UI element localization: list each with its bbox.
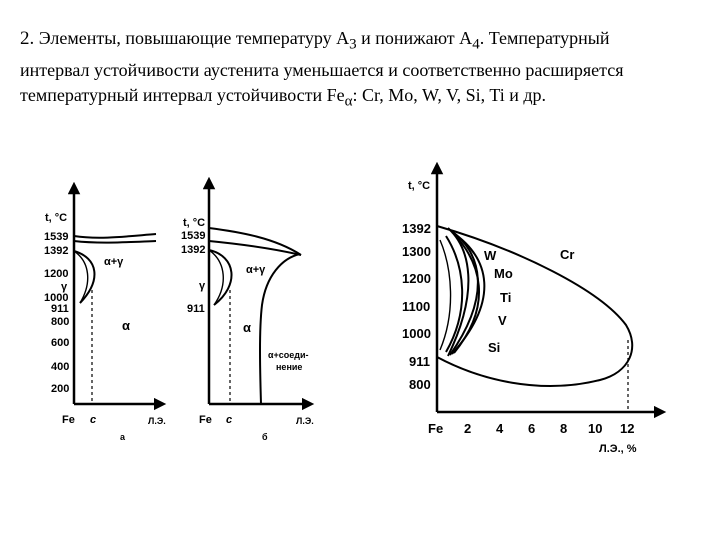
diagram-b-region-alpha-gamma: α+γ (246, 264, 266, 276)
heading-line-2: интервал устойчивости аустенита уменьшается и соответственно расширяется (20, 59, 624, 80)
diagram-a-tick: 600 (51, 337, 70, 349)
diagram-a-liquidus-top (74, 234, 156, 238)
diagram-a-x-origin: Fe (62, 414, 75, 426)
diagram-c-tick: 1100 (402, 299, 431, 314)
diagram-a (44, 188, 166, 442)
diagram-a-tick: 400 (51, 361, 70, 373)
diagram-c-xtick: 4 (496, 421, 504, 436)
diagram-a-tick: 1539 (44, 231, 69, 243)
diagram-b-gamma-loop-outer (209, 250, 232, 305)
diagram-c-tick: 1200 (402, 271, 431, 286)
diagram-c-x-ticks (464, 421, 634, 436)
diagram-b-region-alpha: α (243, 320, 251, 335)
diagram-c-curve-inner (440, 240, 451, 350)
diagram-a-tick: 800 (51, 316, 70, 328)
diagram-a-tick: 1392 (44, 245, 69, 257)
diagram-c-label-ti: Ti (500, 290, 512, 305)
diagram-a-region-alpha-gamma: α+γ (104, 256, 124, 268)
diagram-c-xtick: 8 (560, 421, 568, 436)
diagram-a-tick: 911 (51, 303, 69, 315)
heading-line-1: 2. Элементы, повышающие температуру $А_3$ и понижают $А_4$. Температурный (20, 28, 610, 53)
diagram-b-y-label: t, °C (183, 217, 206, 229)
diagram-c (402, 168, 660, 455)
diagram-c-xtick: 10 (588, 421, 603, 436)
diagram-b (181, 183, 314, 442)
diagram-b-y-ticks (181, 230, 205, 315)
diagram-c-label-cr: Cr (560, 247, 575, 262)
diagram-c-tick: 1300 (402, 244, 431, 259)
diagram-b-region-compound-1: α+соеди- (268, 350, 309, 360)
diagram-c-xtick: 2 (464, 421, 472, 436)
diagram-c-tick: 1000 (402, 326, 431, 341)
diagram-b-caption: б (262, 432, 268, 442)
diagram-b-tick: 1392 (181, 244, 206, 256)
diagram-b-x-mark: c (226, 414, 233, 426)
diagram-a-y-ticks (44, 231, 69, 395)
diagram-a-liquidus-bottom (74, 241, 156, 243)
diagram-b-gamma: γ (199, 280, 206, 292)
diagram-b-tick: 1539 (181, 230, 206, 242)
diagram-a-region-alpha: α (122, 318, 130, 333)
diagram-b-x-label: Л.Э. (296, 416, 314, 426)
diagram-a-y-label: t, °C (45, 212, 68, 224)
diagram-b-x-origin: Fe (199, 414, 212, 426)
diagram-b-solvus (260, 254, 303, 404)
diagram-b-gamma-loop-inner (209, 250, 223, 305)
diagram-a-gamma: γ (61, 281, 68, 293)
diagram-c-label-mo: Mo (494, 266, 513, 281)
diagram-a-tick: 200 (51, 383, 70, 395)
diagram-c-label-w: W (484, 248, 497, 263)
diagram-c-xtick: 12 (620, 421, 635, 436)
diagram-c-x-label: Л.Э., % (599, 443, 637, 455)
diagram-c-xtick: 6 (528, 421, 536, 436)
diagram-a-tick: 1200 (44, 268, 69, 280)
diagram-c-y-ticks (402, 221, 431, 392)
diagram-c-tick: 1392 (402, 221, 431, 236)
diagram-c-y-label: t, °C (408, 180, 431, 192)
diagram-c-curve-si (446, 236, 462, 352)
diagram-c-label-si: Si (488, 340, 501, 355)
diagram-a-x-label: Л.Э. (148, 416, 166, 426)
diagram-c-x-origin: Fe (428, 421, 444, 436)
diagram-a-caption: а (120, 432, 126, 442)
diagram-a-tick: 1000 (44, 292, 69, 304)
diagram-a-x-mark: c (90, 414, 97, 426)
diagram-b-region-compound-2: нение (276, 362, 303, 372)
heading-number: 2. (20, 28, 35, 49)
diagram-c-tick: 911 (409, 354, 430, 369)
diagram-b-tick: 911 (187, 303, 205, 315)
heading-line-3: температурный интервал устойчивости $Fe_\alpha$: Cr, Mo, W, V, Si, Ti и др. (20, 84, 547, 110)
diagram-c-label-v: V (498, 313, 507, 328)
diagram-c-tick: 800 (409, 377, 431, 392)
